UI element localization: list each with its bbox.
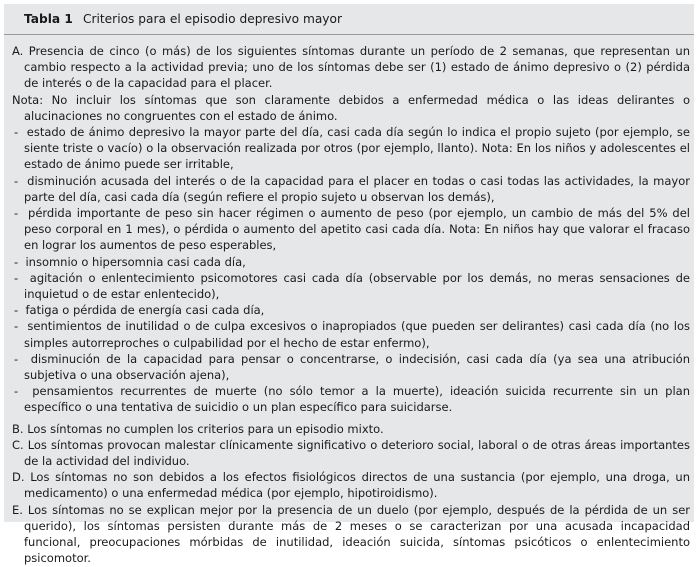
symptom-item: - pensamientos recurrentes de muerte (no sólo temor a la muerte), ideación suicida recurrente sin un plan específico o una tentativa de suicidio o un plan específico para suicidarse. — [12, 383, 690, 415]
symptom-item: - estado de ánimo depresivo la mayor parte del día, casi cada día según lo indica el propio sujeto (por ejemplo, se siente triste o vacío) o la observación realizada por otros (por ejemplo, llanto). Nota: En los niños y adolescentes el estado de ánimo puede ser irritable, — [12, 124, 690, 173]
symptom-item: - agitación o enlentecimiento psicomotores casi cada día (observable por los demás, no meras sensaciones de inquietud o de estar enlentecido), — [12, 270, 690, 302]
table-caption — [4, 4, 694, 35]
symptom-item: - fatiga o pérdida de energía casi cada día, — [12, 302, 690, 318]
table-body — [12, 43, 690, 567]
symptom-item: - pérdida importante de peso sin hacer régimen o aumento de peso (por ejemplo, un cambio de más del 5% del peso corporal en 1 mes), o pérdida o aumento del apetito casi cada día. Nota: En niños hay que valorar el fracaso en lograr los aumentos de peso esperables, — [12, 205, 690, 254]
criterion-b: B. Los síntomas no cumplen los criterios para un episodio mixto. — [12, 421, 384, 436]
symptom-item: - disminución acusada del interés o de la capacidad para el placer en todas o casi todas las actividades, la mayor parte del día, casi cada día (según refiere el propio sujeto u observan los demás), — [12, 173, 690, 205]
table-title: Criterios para el episodio depresivo mayor — [83, 12, 342, 26]
symptom-item: - insomnio o hipersomnia casi cada día, — [12, 254, 690, 270]
criterion-d: D. Los síntomas no son debidos a los efectos fisiológicos directos de una sustancia (por ejemplo, una droga, un medicamento) o una enfermedad médica (por ejemplo, hipotiroidismo). — [12, 470, 690, 501]
criterion-e: E. Los síntomas no se explican mejor por la presencia de un duelo (por ejemplo, después de la pérdida de un ser querido), los síntomas persisten durante más de 2 meses o se caracterizan por una acusada incapacidad funcional, preocupaciones mórbidas de inutilidad, ideación suicida, síntomas psicóticos o enlentecimiento psicomotor. — [12, 502, 690, 566]
criterion-a: A. Presencia de cinco (o más) de los siguientes síntomas durante un período de 2 semanas, que representan un cambio respecto a la actividad previa; uno de los síntomas debe ser (1) estado de ánimo depresivo o (2) pérdida de interés o de la capacidad para el placer. — [12, 44, 690, 91]
table-label: Tabla 1 — [24, 12, 73, 26]
symptom-list — [12, 124, 690, 416]
criterion-a-note: Nota: No incluir los síntomas que son claramente debidos a enfermedad médica o las ideas delirantes o alucinaciones no congruentes con el estado de ánimo. — [12, 92, 690, 123]
symptom-item: - disminución de la capacidad para pensar o concentrarse, o indecisión, casi cada día (ya sea una atribución subjetiva o una observación ajena), — [12, 351, 690, 383]
symptom-item: - sentimientos de inutilidad o de culpa excesivos o inapropiados (que pueden ser delirantes) casi cada día (no los simples autorreproches o culpabilidad por el hecho de estar enfermo), — [12, 318, 690, 350]
criterion-c: C. Los síntomas provocan malestar clínicamente significativo o deterioro social, laboral o de otras áreas importantes de la actividad del individuo. — [12, 437, 690, 469]
criteria-table — [4, 4, 694, 566]
